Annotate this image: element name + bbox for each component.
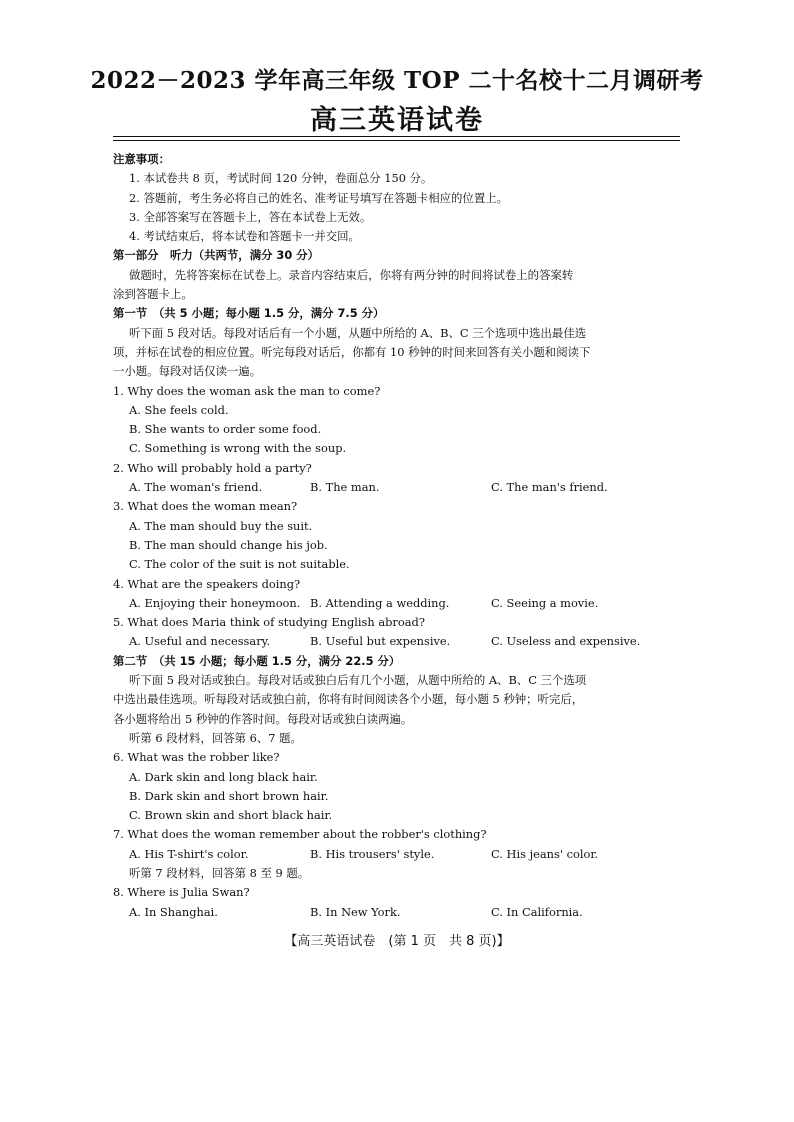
question-2-option-b: B. The man. — [310, 480, 380, 495]
question-1-option-a: A. She feels cold. — [129, 402, 229, 417]
question-1-stem: 1. Why does the woman ask the man to come? — [113, 383, 381, 398]
notes-item: 2. 答题前，考生务必将自己的姓名、准考证号填写在答题卡相应的位置上。 — [129, 190, 508, 205]
question-8-option-c: C. In California. — [491, 904, 583, 919]
question-2-options — [113, 478, 683, 497]
question-5-option-c: C. Useless and expensive. — [491, 634, 641, 649]
question-7-stem: 7. What does the woman remember about the robber's clothing? — [113, 827, 487, 842]
question-4-option-a: A. Enjoying their honeymoon. — [129, 595, 301, 610]
question-6-option-c: C. Brown skin and short black hair. — [129, 808, 333, 823]
notes-heading: 注意事项： — [113, 152, 170, 166]
question-5-option-a: A. Useful and necessary. — [129, 634, 271, 649]
question-7-option-b: B. His trousers' style. — [310, 846, 435, 861]
question-1-option-c: C. Something is wrong with the soup. — [129, 441, 347, 456]
section1-instruction: 听下面 5 段对话。每段对话后有一个小题，从题中所给的 A、B、C 三个选项中选出最佳选 — [129, 325, 587, 340]
question-6-option-b: B. Dark skin and short brown hair. — [129, 788, 329, 803]
question-1-option-b: B. She wants to order some food. — [129, 422, 322, 437]
section1-instruction: 项，并标在试卷的相应位置。听完每段对话后，你都有 10 秒钟的时间来回答有关小题和阅读下 — [113, 344, 591, 359]
question-4-options — [113, 594, 683, 613]
part1-instruction: 做题时，先将答案标在试卷上。录音内容结束后，你将有两分钟的时间将试卷上的答案转 — [129, 267, 574, 282]
page-footer: 【高三英语试卷 (第 1 页 共 8 页)】 — [284, 934, 510, 949]
question-3-option-b: B. The man should change his job. — [129, 537, 328, 552]
question-7-options — [113, 845, 683, 864]
question-3-option-c: C. The color of the suit is not suitable. — [129, 557, 350, 572]
section1-instruction: 一小题。每段对话仅读一遍。 — [113, 364, 262, 379]
header-rule-thick — [113, 136, 680, 137]
notes-item: 3. 全部答案写在答题卡上，答在本试卷上无效。 — [129, 209, 372, 224]
question-8-option-b: B. In New York. — [310, 904, 401, 919]
exam-title: 2022－2023 学年高三年级 TOP 二十名校十二月调研考 — [90, 67, 704, 94]
question-7-option-c: C. His jeans' color. — [491, 846, 599, 861]
notes-item: 4. 考试结束后，将本试卷和答题卡一并交回。 — [129, 229, 360, 244]
question-8-option-a: A. In Shanghai. — [129, 904, 218, 919]
question-8-options — [113, 903, 683, 922]
question-5-option-b: B. Useful but expensive. — [310, 634, 451, 649]
question-3-stem: 3. What does the woman mean? — [113, 499, 298, 514]
exam-subtitle: 高三英语试卷 — [310, 105, 484, 136]
notes-item: 1. 本试卷共 8 页，考试时间 120 分钟，卷面总分 150 分。 — [129, 171, 433, 186]
question-7-option-a: A. His T-shirt's color. — [129, 846, 249, 861]
question-2-option-c: C. The man's friend. — [491, 480, 608, 495]
part1-instruction: 涂到答题卡上。 — [113, 287, 193, 302]
material-7-note: 听第 7 段材料，回答第 8 至 9 题。 — [129, 865, 310, 880]
question-4-stem: 4. What are the speakers doing? — [113, 576, 301, 591]
question-3-option-a: A. The man should buy the suit. — [129, 518, 313, 533]
question-2-stem: 2. Who will probably hold a party? — [113, 460, 312, 475]
question-4-option-c: C. Seeing a movie. — [491, 595, 599, 610]
question-2-option-a: A. The woman's friend. — [129, 480, 263, 495]
question-6-stem: 6. What was the robber like? — [113, 750, 280, 765]
part1-heading: 第一部分 听力（共两节，满分 30 分） — [113, 248, 320, 263]
section1-heading: 第一节 （共 5 小题；每小题 1.5 分，满分 7.5 分） — [113, 306, 385, 321]
exam-content — [113, 150, 683, 922]
section2-heading: 第二节 （共 15 小题；每小题 1.5 分，满分 22.5 分） — [113, 653, 401, 668]
header-rule-thin — [113, 140, 680, 141]
section2-instruction: 听下面 5 段对话或独白。每段对话或独白后有几个小题，从题中所给的 A、B、C 三个选项 — [129, 673, 587, 688]
question-5-stem: 5. What does Maria think of studying English abroad? — [113, 615, 425, 630]
material-6-note: 听第 6 段材料，回答第 6、7 题。 — [129, 730, 302, 745]
question-8-stem: 8. Where is Julia Swan? — [113, 885, 250, 900]
question-6-option-a: A. Dark skin and long black hair. — [129, 769, 318, 784]
section2-instruction: 中选出最佳选项。听每段对话或独白前，你将有时间阅读各个小题，每小题 5 秒钟；听完后， — [113, 692, 584, 707]
question-5-options — [113, 632, 683, 651]
section2-instruction: 各小题将给出 5 秒钟的作答时间。每段对话或独白读两遍。 — [113, 711, 413, 726]
question-4-option-b: B. Attending a wedding. — [310, 595, 450, 610]
